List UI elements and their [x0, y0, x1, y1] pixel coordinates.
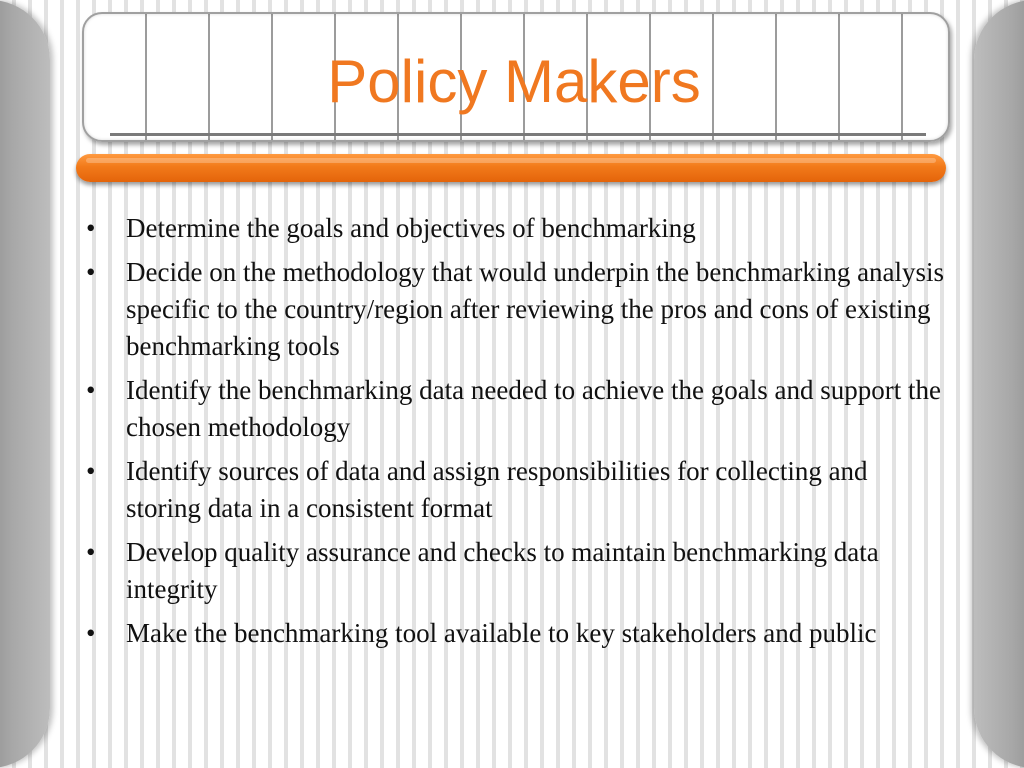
- bullet-icon: •: [86, 618, 96, 648]
- bullet-icon: •: [86, 257, 96, 287]
- bullet-item: [86, 453, 946, 527]
- bullet-text: Identify sources of data and assign responsibilities for collecting and storing data in a consistent format: [126, 456, 868, 523]
- bullet-item: [86, 615, 946, 652]
- bullet-list: [86, 210, 946, 659]
- left-decorative-bar: [0, 0, 50, 768]
- bullet-text: Identify the benchmarking data needed to achieve the goals and support the chosen methodology: [126, 375, 941, 442]
- bullet-icon: •: [86, 375, 96, 405]
- bullet-item: [86, 210, 946, 247]
- bullet-icon: •: [86, 456, 96, 486]
- bullet-icon: •: [86, 213, 96, 243]
- bullet-item: [86, 534, 946, 608]
- bullet-text: Determine the goals and objectives of benchmarking: [126, 213, 696, 243]
- slide-title: Policy Makers: [327, 48, 701, 115]
- orange-divider-bar: [76, 154, 946, 182]
- right-decorative-bar: [974, 0, 1024, 768]
- bullet-item: [86, 254, 946, 365]
- bullet-text: Make the benchmarking tool available to key stakeholders and public: [126, 618, 877, 648]
- bullet-icon: •: [86, 537, 96, 567]
- bullet-text: Develop quality assurance and checks to maintain benchmarking data integrity: [126, 537, 879, 604]
- bullet-item: [86, 372, 946, 446]
- bullet-text: Decide on the methodology that would underpin the benchmarking analysis specific to the country/region after reviewing the pros and cons of existing benchmarking tools: [126, 257, 945, 361]
